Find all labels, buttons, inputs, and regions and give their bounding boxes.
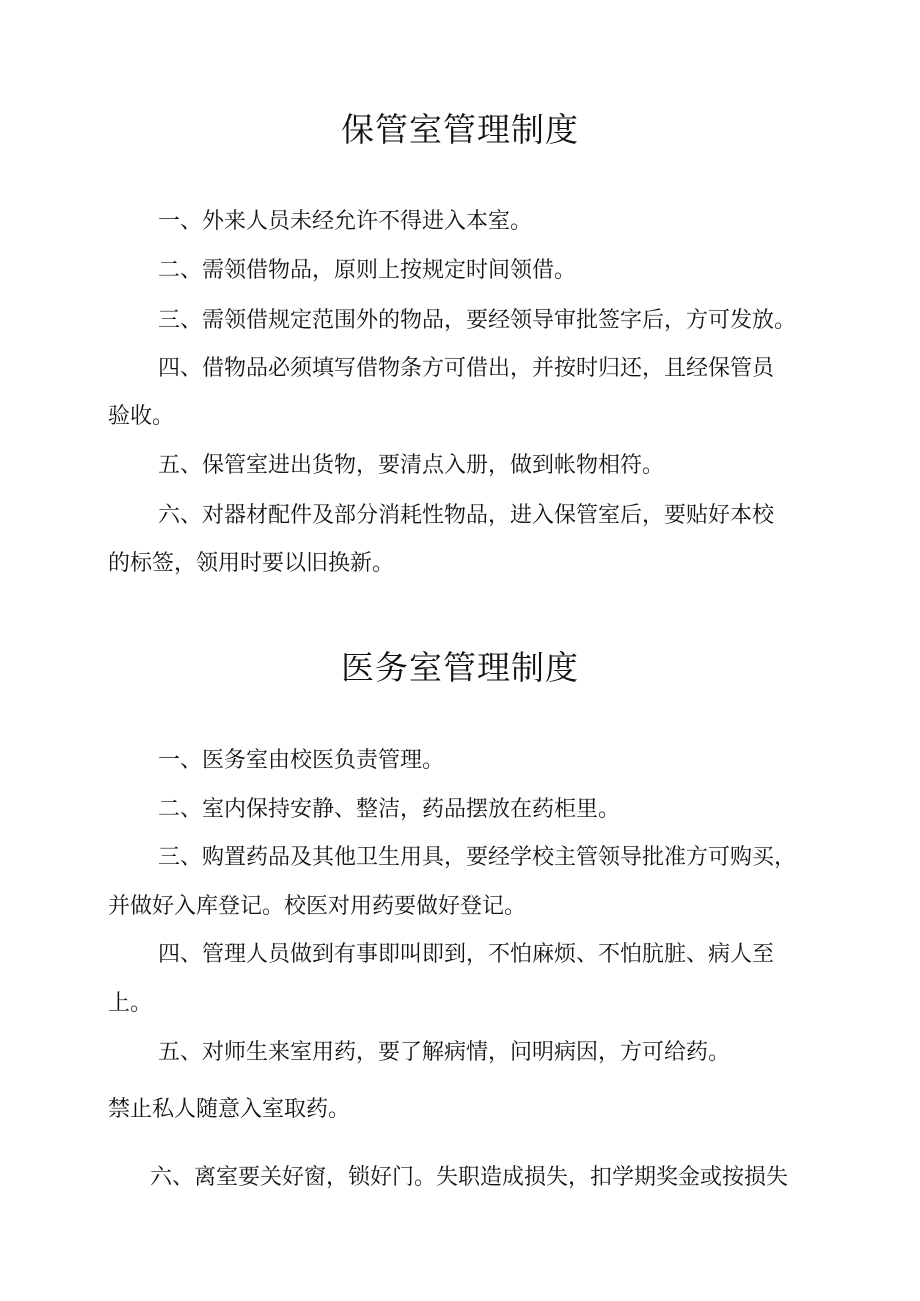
- clinic-rule-6: 六、离室要关好窗，锁好门。失职造成损失，扣学期奖金或按损失: [150, 1165, 789, 1190]
- clinic-rule-3: 三、购置药品及其他卫生用具，要经学校主管领导批准方可购买，: [158, 845, 797, 870]
- clinic-rule-3-continued: 并做好入库登记。校医对用药要做好登记。: [108, 894, 527, 919]
- clinic-rule-4: 四、管理人员做到有事即叫即到，不怕麻烦、不怕肮脏、病人至: [158, 942, 775, 967]
- clinic-rule-1: 一、医务室由校医负责管理。: [158, 748, 445, 773]
- clinic-rule-4-continued: 上。: [108, 991, 153, 1016]
- clinic-rule-2: 二、室内保持安静、整洁，药品摆放在药柜里。: [158, 797, 621, 822]
- clinic-rule-5: 五、对师生来室用药，要了解病情，问明病因，方可给药。: [158, 1040, 731, 1065]
- storage-rule-3: 三、需领借规定范围外的物品，要经领导审批签字后，方可发放。: [158, 308, 797, 333]
- clinic-rule-5-note: 禁止私人随意入室取药。: [108, 1097, 351, 1122]
- section-title-storage-room: 保管室管理制度: [341, 110, 579, 149]
- storage-rule-6: 六、对器材配件及部分消耗性物品，进入保管室后，要贴好本校: [158, 503, 775, 528]
- storage-rule-4-continued: 验收。: [108, 404, 175, 429]
- storage-rule-5: 五、保管室进出货物，要清点入册，做到帐物相符。: [158, 453, 665, 478]
- storage-rule-4: 四、借物品必须填写借物条方可借出，并按时归还，且经保管员: [158, 356, 775, 381]
- storage-rule-2: 二、需领借物品，原则上按规定时间领借。: [158, 258, 577, 283]
- storage-rule-1: 一、外来人员未经允许不得进入本室。: [158, 209, 533, 234]
- storage-rule-6-continued: 的标签，领用时要以旧换新。: [108, 551, 395, 576]
- section-title-clinic: 医务室管理制度: [341, 648, 579, 687]
